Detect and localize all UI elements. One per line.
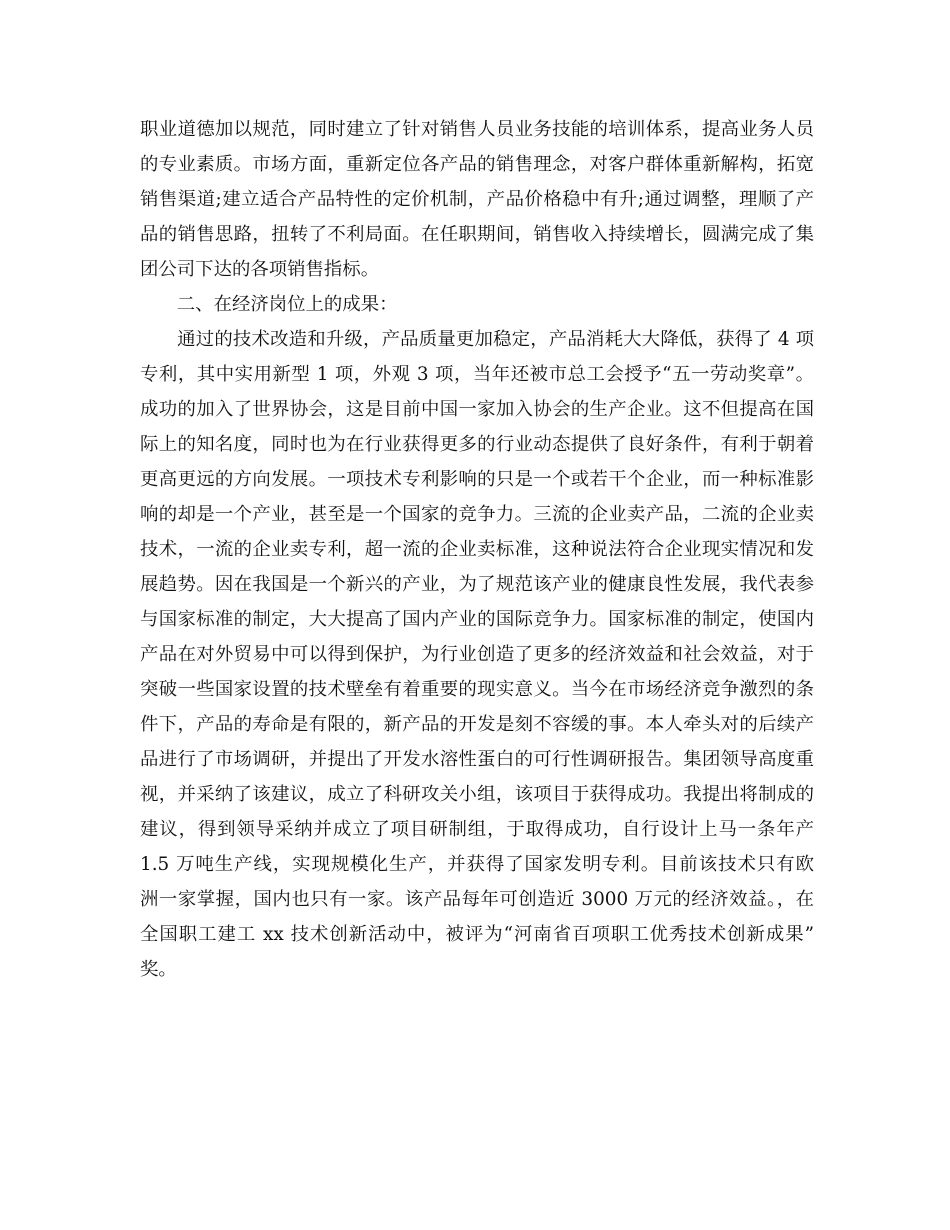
- text-line: 通过的技术改造和升级，产品质量更加稳定，产品消耗大大降低，获得了 4 项: [140, 329, 814, 350]
- text-line: 成功的加入了世界协会，这是目前中国一家加入协会的生产企业。这不但提高在国: [140, 399, 814, 420]
- text-line: 际上的知名度，同时也为在行业获得更多的行业动态提供了良好条件，有利于朝着: [140, 434, 814, 455]
- section-heading: 二、在经济岗位上的成果：: [140, 294, 398, 315]
- text-line: 件下，产品的寿命是有限的，新产品的开发是刻不容缓的事。本人牵头对的后续产: [140, 714, 814, 735]
- document-body: [140, 112, 814, 987]
- text-line: 销售渠道;建立适合产品特性的定价机制，产品价格稳中有升;通过调整，理顺了产: [140, 189, 814, 210]
- text-line: 品进行了市场调研，并提出了开发水溶性蛋白的可行性调研报告。集团领导高度重: [140, 749, 814, 770]
- text-line: 洲一家掌握，国内也只有一家。该产品每年可创造近 3000 万元的经济效益。，在: [140, 889, 814, 910]
- text-line: 视，并采纳了该建议，成立了科研攻关小组，该项目于获得成功。我提出将制成的: [140, 784, 814, 805]
- text-line: 技术，一流的企业卖专利，超一流的企业卖标准，这种说法符合企业现实情况和发: [140, 539, 814, 560]
- text-line: 奖。: [140, 959, 177, 980]
- text-line: 团公司下达的各项销售指标。: [140, 259, 380, 280]
- text-line: 专利，其中实用新型 1 项，外观 3 项，当年还被市总工会授予“五一劳动奖章”。: [140, 364, 814, 385]
- text-line: 职业道德加以规范，同时建立了针对销售人员业务技能的培训体系，提高业务人员: [140, 119, 814, 140]
- text-line: 突破一些国家设置的技术壁垒有着重要的现实意义。当今在市场经济竞争激烈的条: [140, 679, 814, 700]
- text-line: 的专业素质。市场方面，重新定位各产品的销售理念，对客户群体重新解构，拓宽: [140, 154, 814, 175]
- text-line: 全国职工建工 xx 技术创新活动中，被评为“河南省百项职工优秀技术创新成果”: [140, 924, 814, 945]
- text-line: 1.5 万吨生产线，实现规模化生产，并获得了国家发明专利。目前该技术只有欧: [140, 854, 814, 875]
- text-line: 更高更远的方向发展。一项技术专利影响的只是一个或若干个企业，而一种标准影: [140, 469, 814, 490]
- text-line: 产品在对外贸易中可以得到保护，为行业创造了更多的经济效益和社会效益，对于: [140, 644, 814, 665]
- text-line: 品的销售思路，扭转了不利局面。在任职期间，销售收入持续增长，圆满完成了集: [140, 224, 814, 245]
- text-line: 建议，得到领导采纳并成立了项目研制组，于取得成功，自行设计上马一条年产: [140, 819, 814, 840]
- text-line: 响的却是一个产业，甚至是一个国家的竞争力。三流的企业卖产品，二流的企业卖: [140, 504, 814, 525]
- text-line: 展趋势。因在我国是一个新兴的产业，为了规范该产业的健康良性发展，我代表参: [140, 574, 814, 595]
- text-line: 与国家标准的制定，大大提高了国内产业的国际竞争力。国家标准的制定，使国内: [140, 609, 814, 630]
